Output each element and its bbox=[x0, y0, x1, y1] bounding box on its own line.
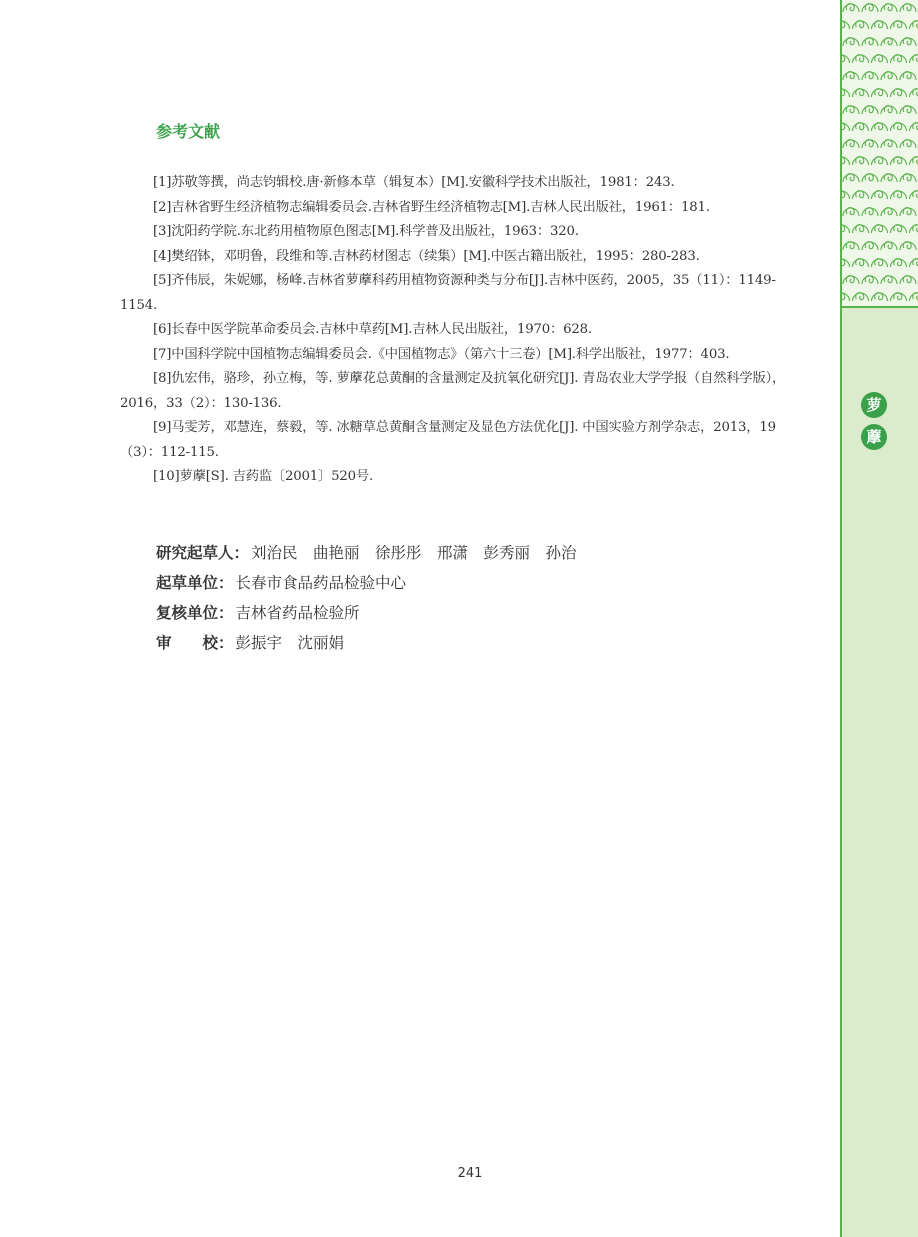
swirl-motif bbox=[881, 106, 897, 114]
side-tab-char-2: 藦 bbox=[861, 424, 887, 450]
swirl-motif bbox=[842, 191, 850, 199]
credits-block bbox=[156, 538, 577, 658]
swirl-motif bbox=[843, 106, 859, 114]
reference-item: [10]萝藦[S]. 吉药监〔2001〕520号. bbox=[153, 469, 374, 484]
swirl-motif bbox=[872, 21, 888, 29]
swirl-motif bbox=[843, 4, 859, 12]
swirl-motif bbox=[842, 21, 850, 29]
swirl-motif bbox=[900, 72, 916, 80]
swirl-motif bbox=[842, 123, 850, 131]
swirl-motif bbox=[881, 174, 897, 182]
swirl-motif bbox=[853, 293, 869, 301]
reference-list bbox=[120, 171, 810, 490]
credit-label: 研究起草人： bbox=[156, 544, 250, 562]
swirl-motif bbox=[872, 259, 888, 267]
reference-item: [2]吉林省野生经济植物志编辑委员会.吉林省野生经济植物志[M].吉林人民出版社，1961：181. bbox=[153, 199, 710, 215]
credit-row-proofreader bbox=[156, 628, 577, 658]
swirl-motif bbox=[881, 208, 897, 216]
references-heading: 参考文献 bbox=[156, 122, 221, 141]
swirl-motif bbox=[891, 123, 907, 131]
swirl-motif bbox=[891, 157, 907, 165]
swirl-motif bbox=[853, 225, 869, 233]
swirl-motif bbox=[862, 72, 878, 80]
reference-item: [3]沈阳药学院.东北药用植物原色图志[M].科学普及出版社，1963：320. bbox=[153, 224, 579, 239]
swirl-motif bbox=[872, 55, 888, 63]
swirl-motif bbox=[891, 191, 907, 199]
swirl-motif bbox=[843, 242, 859, 250]
reference-item: [4]樊绍钵，邓明鲁，段维和等.吉林药材图志（续集）[M].中医古籍出版社，1995：280-283. bbox=[153, 248, 700, 264]
swirl-motif bbox=[862, 38, 878, 46]
swirl-motif bbox=[881, 242, 897, 250]
swirl-motif bbox=[900, 38, 916, 46]
swirl-motif bbox=[910, 157, 918, 165]
swirl-motif bbox=[891, 225, 907, 233]
swirl-motif bbox=[900, 106, 916, 114]
reference-item: [1]苏敬等撰，尚志钧辑校.唐·新修本草（辑复本）[M].安徽科学技术出版社，1981：243. bbox=[153, 175, 675, 190]
swirl-motif bbox=[910, 55, 918, 63]
swirl-motif bbox=[843, 276, 859, 284]
reference-item: [7]中国科学院中国植物志编辑委员会.《中国植物志》（第六十三卷）[M].科学出版社，1977：403. bbox=[153, 346, 730, 362]
credit-value: 长春市食品药品检验中心 bbox=[235, 574, 407, 592]
swirl-motif bbox=[910, 259, 918, 267]
credit-row-drafting-unit bbox=[156, 568, 577, 598]
swirl-motif bbox=[900, 242, 916, 250]
credit-value: 吉林省药品检验所 bbox=[235, 604, 360, 622]
swirl-motif bbox=[853, 21, 869, 29]
swirl-motif bbox=[881, 38, 897, 46]
swirl-motif bbox=[862, 276, 878, 284]
credit-value: 彭振宇 沈丽娟 bbox=[235, 634, 345, 652]
credit-row-drafters bbox=[156, 538, 577, 568]
swirl-motif bbox=[872, 191, 888, 199]
credit-label: 复核单位： bbox=[156, 604, 234, 622]
swirl-motif bbox=[843, 72, 859, 80]
swirl-motif bbox=[872, 225, 888, 233]
swirl-motif bbox=[853, 157, 869, 165]
swirl-motif bbox=[853, 55, 869, 63]
credit-label: 审 校： bbox=[156, 634, 234, 652]
swirl-motif bbox=[910, 191, 918, 199]
page-number: 241 bbox=[457, 1166, 483, 1181]
swirl-motif bbox=[900, 140, 916, 148]
swirl-motif bbox=[862, 208, 878, 216]
swirl-motif bbox=[891, 89, 907, 97]
credit-row-review-unit bbox=[156, 598, 577, 628]
swirl-motif bbox=[910, 89, 918, 97]
swirl-motif bbox=[910, 293, 918, 301]
swirl-motif bbox=[872, 293, 888, 301]
swirl-motif bbox=[872, 89, 888, 97]
credit-label: 起草单位： bbox=[156, 574, 234, 592]
swirl-motif bbox=[842, 55, 850, 63]
swirl-motif bbox=[842, 225, 850, 233]
swirl-motif bbox=[900, 174, 916, 182]
reference-item: [8]仇宏伟，骆珍，孙立梅，等. 萝藦花总黄酮的含量测定及抗氧化研究[J]. 青岛农业大学学报（自然科学版），2016，33（2）：130-136. bbox=[120, 371, 786, 411]
swirl-motif bbox=[862, 174, 878, 182]
swirl-motif bbox=[910, 225, 918, 233]
swirl-motif bbox=[853, 89, 869, 97]
swirl-motif bbox=[910, 21, 918, 29]
side-tab-char-1: 萝 bbox=[861, 392, 887, 418]
swirl-motif bbox=[891, 259, 907, 267]
swirl-motif bbox=[843, 140, 859, 148]
swirl-motif bbox=[842, 259, 850, 267]
swirl-motif bbox=[891, 293, 907, 301]
reference-item: [5]齐伟辰，朱妮娜，杨峰.吉林省萝藦科药用植物资源种类与分布[J].吉林中医药，2005，35（11）：1149-1154. bbox=[120, 273, 776, 313]
swirl-motif bbox=[910, 123, 918, 131]
swirl-motif bbox=[843, 38, 859, 46]
reference-item: [6]长春中医学院革命委员会.吉林中草药[M].吉林人民出版社，1970：628. bbox=[153, 322, 592, 337]
swirl-motif bbox=[862, 242, 878, 250]
credit-value: 刘治民 曲艳丽 徐彤彤 邢潇 彭秀丽 孙治 bbox=[251, 544, 577, 562]
reference-item: [9]马雯芳，邓慧连，蔡毅，等. 冰糖草总黄酮含量测定及显色方法优化[J]. 中国实验方剂学杂志，2013，19（3）：112-115. bbox=[120, 420, 776, 460]
swirl-motif bbox=[900, 276, 916, 284]
swirl-motif bbox=[900, 4, 916, 12]
swirl-motif bbox=[872, 123, 888, 131]
swirl-motif bbox=[843, 174, 859, 182]
swirl-motif bbox=[881, 72, 897, 80]
swirl-motif bbox=[881, 4, 897, 12]
swirl-motif bbox=[862, 4, 878, 12]
swirl-motif bbox=[862, 140, 878, 148]
swirl-motif bbox=[881, 140, 897, 148]
swirl-motif bbox=[842, 89, 850, 97]
swirl-motif bbox=[853, 191, 869, 199]
swirl-motif bbox=[881, 276, 897, 284]
swirl-motif bbox=[843, 208, 859, 216]
decorative-pattern bbox=[842, 0, 918, 308]
swirl-motif bbox=[862, 106, 878, 114]
swirl-motif bbox=[842, 157, 850, 165]
swirl-motif bbox=[900, 208, 916, 216]
side-strip bbox=[840, 0, 918, 1237]
swirl-motif bbox=[842, 293, 850, 301]
swirl-motif bbox=[853, 259, 869, 267]
swirl-motif bbox=[891, 21, 907, 29]
swirl-motif bbox=[853, 123, 869, 131]
swirl-motif bbox=[872, 157, 888, 165]
swirl-motif bbox=[891, 55, 907, 63]
